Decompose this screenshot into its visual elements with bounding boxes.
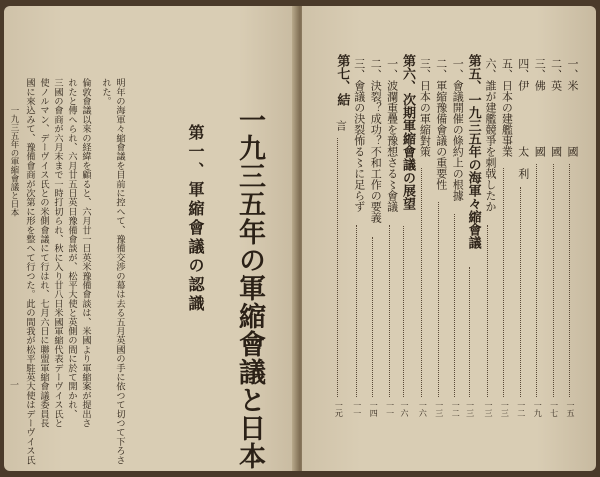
body-line-7: 國に來込みて、豫備會商が次第に形を整へて行つた。此の間我が松平駐英大使はデーヴイス氏 xyxy=(24,78,35,465)
toc-page-number: 一六 xyxy=(400,401,409,417)
toc-leader-dots xyxy=(520,187,521,398)
toc-page-number: 一三 xyxy=(434,401,444,417)
right-page xyxy=(302,6,596,471)
toc-page-number: 一二 xyxy=(516,401,526,417)
toc-leader-dots xyxy=(454,214,455,398)
toc-leader-dots xyxy=(487,225,488,397)
toc-item-label: 二、軍縮豫備會議の重要性 xyxy=(434,58,448,190)
toc-item-label: 二、決裂？成功？不和工作の要義 xyxy=(369,58,383,223)
toc-item-sublabel: 國 xyxy=(549,146,563,157)
toc-leader-dots xyxy=(389,225,390,397)
toc-item-label: 三、日本の軍縮對策 xyxy=(418,58,432,157)
toc-page-number: 一六 xyxy=(418,401,428,417)
toc-leader-dots xyxy=(403,226,404,397)
toc-item-label: 四、伊 xyxy=(516,58,530,91)
toc-item-label: 三、佛 xyxy=(533,58,547,91)
toc-item-label: 一、波瀾重疊を豫想さる〻會議 xyxy=(385,58,399,212)
toc-page-number: 一四 xyxy=(369,401,379,417)
toc-page-number: 一七 xyxy=(549,401,559,417)
toc-page-number: 一五 xyxy=(566,401,575,417)
toc-leader-dots xyxy=(503,168,504,398)
toc-page-number: 一一 xyxy=(385,401,395,417)
chapter-title: 一九三五年の軍縮會議と日本 xyxy=(234,106,265,470)
toc-page-number: 一二 xyxy=(451,401,461,417)
toc-page-number: 一三 xyxy=(484,401,493,417)
toc-page-number: 一一 xyxy=(352,401,362,417)
toc-item-label: 二、英 xyxy=(549,58,563,91)
toc-item-sublabel: 國 xyxy=(566,146,579,157)
toc-page-number: 一三 xyxy=(465,401,475,417)
toc-page-number: 一三 xyxy=(500,401,510,417)
toc-leader-dots xyxy=(438,202,439,397)
toc-page-number: 一九 xyxy=(533,401,543,417)
body-line-4: れたと傳へられ、六月廿五日英日豫備會談が、松平大使と英側の間に於て開かれ、 xyxy=(66,78,77,419)
left-page xyxy=(4,6,298,471)
toc-leader-dots xyxy=(421,168,422,398)
toc-page-number: 一元 xyxy=(334,401,344,417)
page-number: 一 xyxy=(10,381,20,391)
body-line-6: 使ノルマン、デーヴイス氏との米側會議にて行はれ、七月六日に聯盟軍縮會議委員長 xyxy=(38,78,49,428)
toc-item-label: 六、誰が建艦競爭を刺戟したか xyxy=(484,58,497,212)
toc-leader-dots xyxy=(372,237,373,398)
body-line-5: 三國の會商が六月末まで一時打切られ、秋に入り廿八日米國軍縮代表デーヴイス氏と xyxy=(52,78,63,428)
toc-leader-dots xyxy=(356,225,357,397)
toc-item-sublabel: 國 xyxy=(533,146,547,157)
toc-item-label: 第七、結 xyxy=(334,54,350,106)
toc-item-label: 一、米 xyxy=(566,58,579,91)
body-line-3: 倫敦會議以來の経緯を顧ると、六月廿一日英米豫備會談は、米國より軍縮案が提出さ xyxy=(80,78,91,428)
toc-item-sublabel: 言 xyxy=(334,120,348,131)
toc-leader-dots xyxy=(536,164,537,398)
toc-item-label: 第六、次期軍縮會議の展望 xyxy=(400,54,415,210)
running-head: 一九三五年の軍縮會議と日本 xyxy=(9,106,19,217)
toc-leader-dots xyxy=(553,164,554,398)
toc-item-label: 一、會議開催の條約上の根據 xyxy=(451,58,465,201)
toc-leader-dots xyxy=(337,138,338,398)
toc-item-sublabel: 太 利 xyxy=(516,146,530,179)
toc-leader-dots xyxy=(469,267,470,398)
toc-item-label: 五、日本の建艦事業 xyxy=(500,58,514,157)
body-line-1: 明年の海軍々縮會議を目前に控へて、豫備交渉の幕は去る五月英國の手に依つて切つて下ろさ xyxy=(114,78,125,465)
body-line-2: れた。 xyxy=(100,78,111,106)
toc-item-label: 第五、一九三五年の海軍々縮會議 xyxy=(465,54,481,249)
section-title: 第一、軍縮會議の認識 xyxy=(186,124,205,314)
toc-leader-dots xyxy=(569,164,570,398)
toc-item-label: 三、會議の決裂怖る〻に足らず xyxy=(352,58,366,212)
